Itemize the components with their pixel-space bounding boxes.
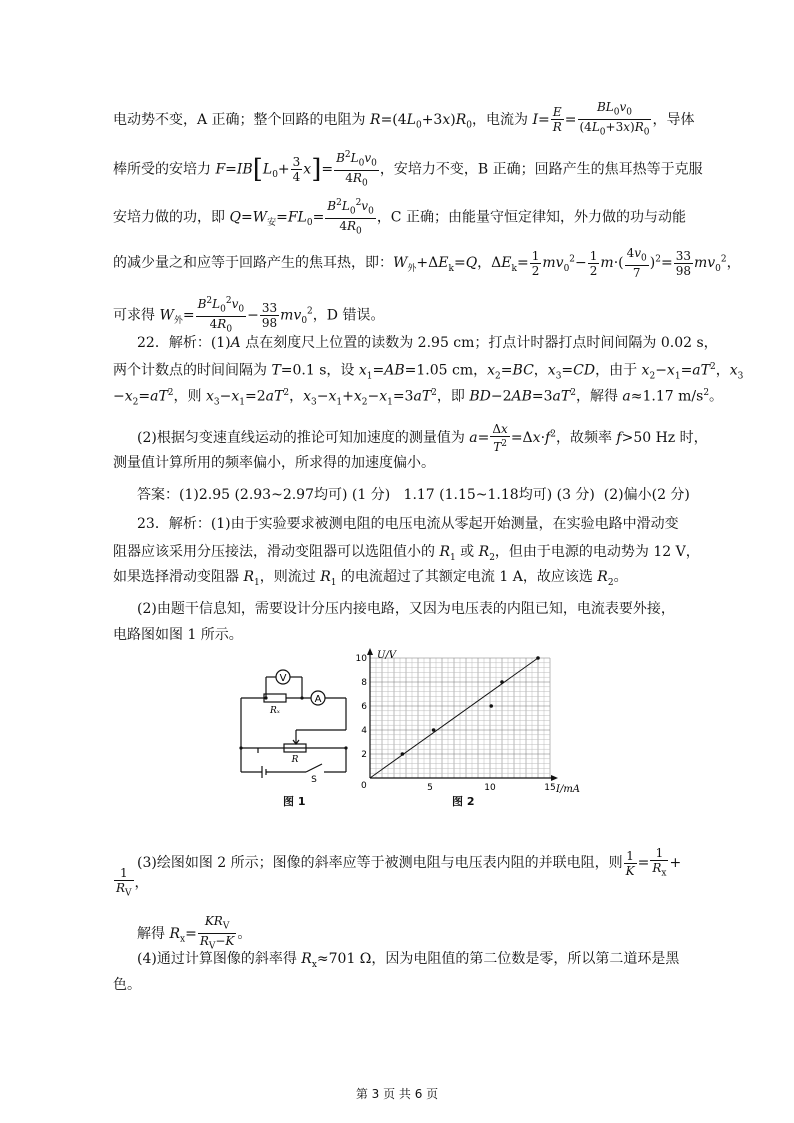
- rheostat-label: R: [291, 755, 299, 765]
- data-point: [500, 680, 504, 684]
- data-point: [401, 752, 405, 756]
- text-q22-2: 两个计数点的时间间隔为 T=0.1 s，设 $x_1=AB=1.05$ cm，$x_2=BC$，$x_3=CD$，由于 $x_2-x_1=aT^2$，$x_3$: [113, 362, 744, 382]
- y-tick-label: 10: [355, 654, 367, 664]
- text-q23-3: 如果选择滑动变阻器 $R_1$，则流过 $R_1$ 的电流超过了其额定电流 1 A，故应该选 $R_2$。: [113, 569, 628, 588]
- y-axis-label: U/V: [377, 650, 397, 661]
- y-tick-label: 4: [361, 726, 367, 736]
- text-q22-3: $-x_2=aT^2$，则 $x_3-x_1=2aT^2$，$x_3-x_1+x_2-x_1=3aT^2$，即 $BD-2AB=3aT^2$，解得 a≈1.17 $m/s^2$。: [113, 388, 724, 408]
- text-q23-1: 23．解析：(1)由于实验要求被测电阻的电压电流从零起开始测量，在实验电路中滑动变: [137, 516, 679, 532]
- origin-label: 0: [361, 781, 367, 791]
- ui-chart: [355, 646, 590, 796]
- data-point: [489, 704, 493, 708]
- text-q23-9: (4)通过计算图像的斜率得 $R_x\approx 701$ Ω，因为电阻值的第二位数是零，所以第二道环是黑: [137, 951, 680, 970]
- text-line-1: 电动势不变，A 正确；整个回路的电阻为 $R=(4L_0+3x)R_0$，电流为 I= $\frac{E}{R}$ = $\frac{BL_0v_0}{(4L_0+3x)R_0}$ ，导体: [113, 100, 695, 138]
- text-line-2: 棒所受的安培力 $F=IB[L_0+$ $\frac{3}{4}$ x]= $\frac{B^2L_0v_0}{4R_0}$ ，安培力不变，B 正确；回路产生的焦耳热等于克服: [113, 150, 703, 189]
- rx-label: Rₓ: [270, 706, 280, 716]
- text-q22-answer: 答案：(1)2.95 (2.93~2.97均可) (1 分) 1.17 (1.15~1.18均可) (3 分) (2)偏小(2 分): [137, 487, 690, 503]
- text-q23-7: $\frac{1}{R_V}$ ，: [116, 866, 149, 899]
- ammeter-label: A: [314, 694, 322, 705]
- x-tick-label: 10: [484, 783, 496, 793]
- figure2-caption: 图 2: [452, 795, 475, 808]
- text-q23-4: (2)由题干信息知，需要设计分压内接电路，又因为电压表的内阻已知，电流表要外接，: [137, 601, 675, 617]
- y-tick-label: 8: [361, 678, 367, 688]
- figure1-caption: 图 1: [283, 795, 306, 808]
- x-axis-label: I/mA: [556, 784, 581, 795]
- text-q23-6: (3)绘图如图 2 所示；图像的斜率应等于被测电阻与电压表内阻的并联电阻，则 $\frac{1}{K}$ = $\frac{1}{R_x}$ +: [137, 846, 682, 879]
- circuit-diagram: [236, 658, 356, 785]
- text-q23-10: 色。: [113, 977, 141, 993]
- text-q23-5: 电路图如图 1 所示。: [113, 627, 243, 643]
- page-footer: 第 3 页 共 6 页: [355, 1087, 439, 1101]
- text-q23-8: 解得 $R_x=$ $\frac{KR_V}{R_V-K}$ 。: [137, 914, 252, 952]
- text-line-4: 的减少量之和应等于回路产生的焦耳热，即：$W_外+\Delta E_k=Q$，$\Delta E_k=$ $\frac{1}{2}$ $mv_0^2-$ $\frac{1}{2}$ m·( $\frac{4v_0}{7}$ )$^2$= $\frac{33}{98}$ $mv_0^2$，: [113, 246, 741, 281]
- text-q22-5: 测量值计算所用的频率偏小，所求得的加速度偏小。: [113, 455, 435, 471]
- data-point: [432, 728, 436, 732]
- text-q23-2: 阻器应该采用分压接法，滑动变阻器可以选阻值小的 $R_1$ 或 $R_2$，但由于电源的电动势为 12 V，: [113, 544, 700, 563]
- switch-label: S: [311, 775, 317, 785]
- text-line-3: 安培力做的功，即 $Q=W_安=FL_0=$ $\frac{B^2L_0^2v_0}{4R_0}$ ，C 正确；由能量守恒定律知，外力做的功与动能: [113, 198, 686, 237]
- voltmeter-label: V: [279, 673, 287, 684]
- x-tick-label: 5: [427, 783, 433, 793]
- y-tick-label: 6: [361, 702, 367, 712]
- text-line-5: 可求得 $W_外=$ $\frac{B^2L_0^2v_0}{4R_0}$ − $\frac{33}{98}$ $mv_0^2$，D 错误。: [113, 296, 385, 335]
- data-point: [536, 656, 540, 660]
- x-tick-label: 15: [544, 783, 556, 793]
- text-q22-4: (2)根据匀变速直线运动的推论可知加速度的测量值为 a= $\frac{\Delta x}{T^2}$ $=\Delta x\cdot f^2$，故频率 f>50 Hz 时，: [137, 422, 708, 454]
- y-tick-label: 2: [361, 750, 367, 760]
- text-q22-1: 22．解析：(1)A 点在刻度尺上位置的读数为 2.95 cm；打点计时器打点时间间隔为 0.02 s，: [137, 335, 718, 351]
